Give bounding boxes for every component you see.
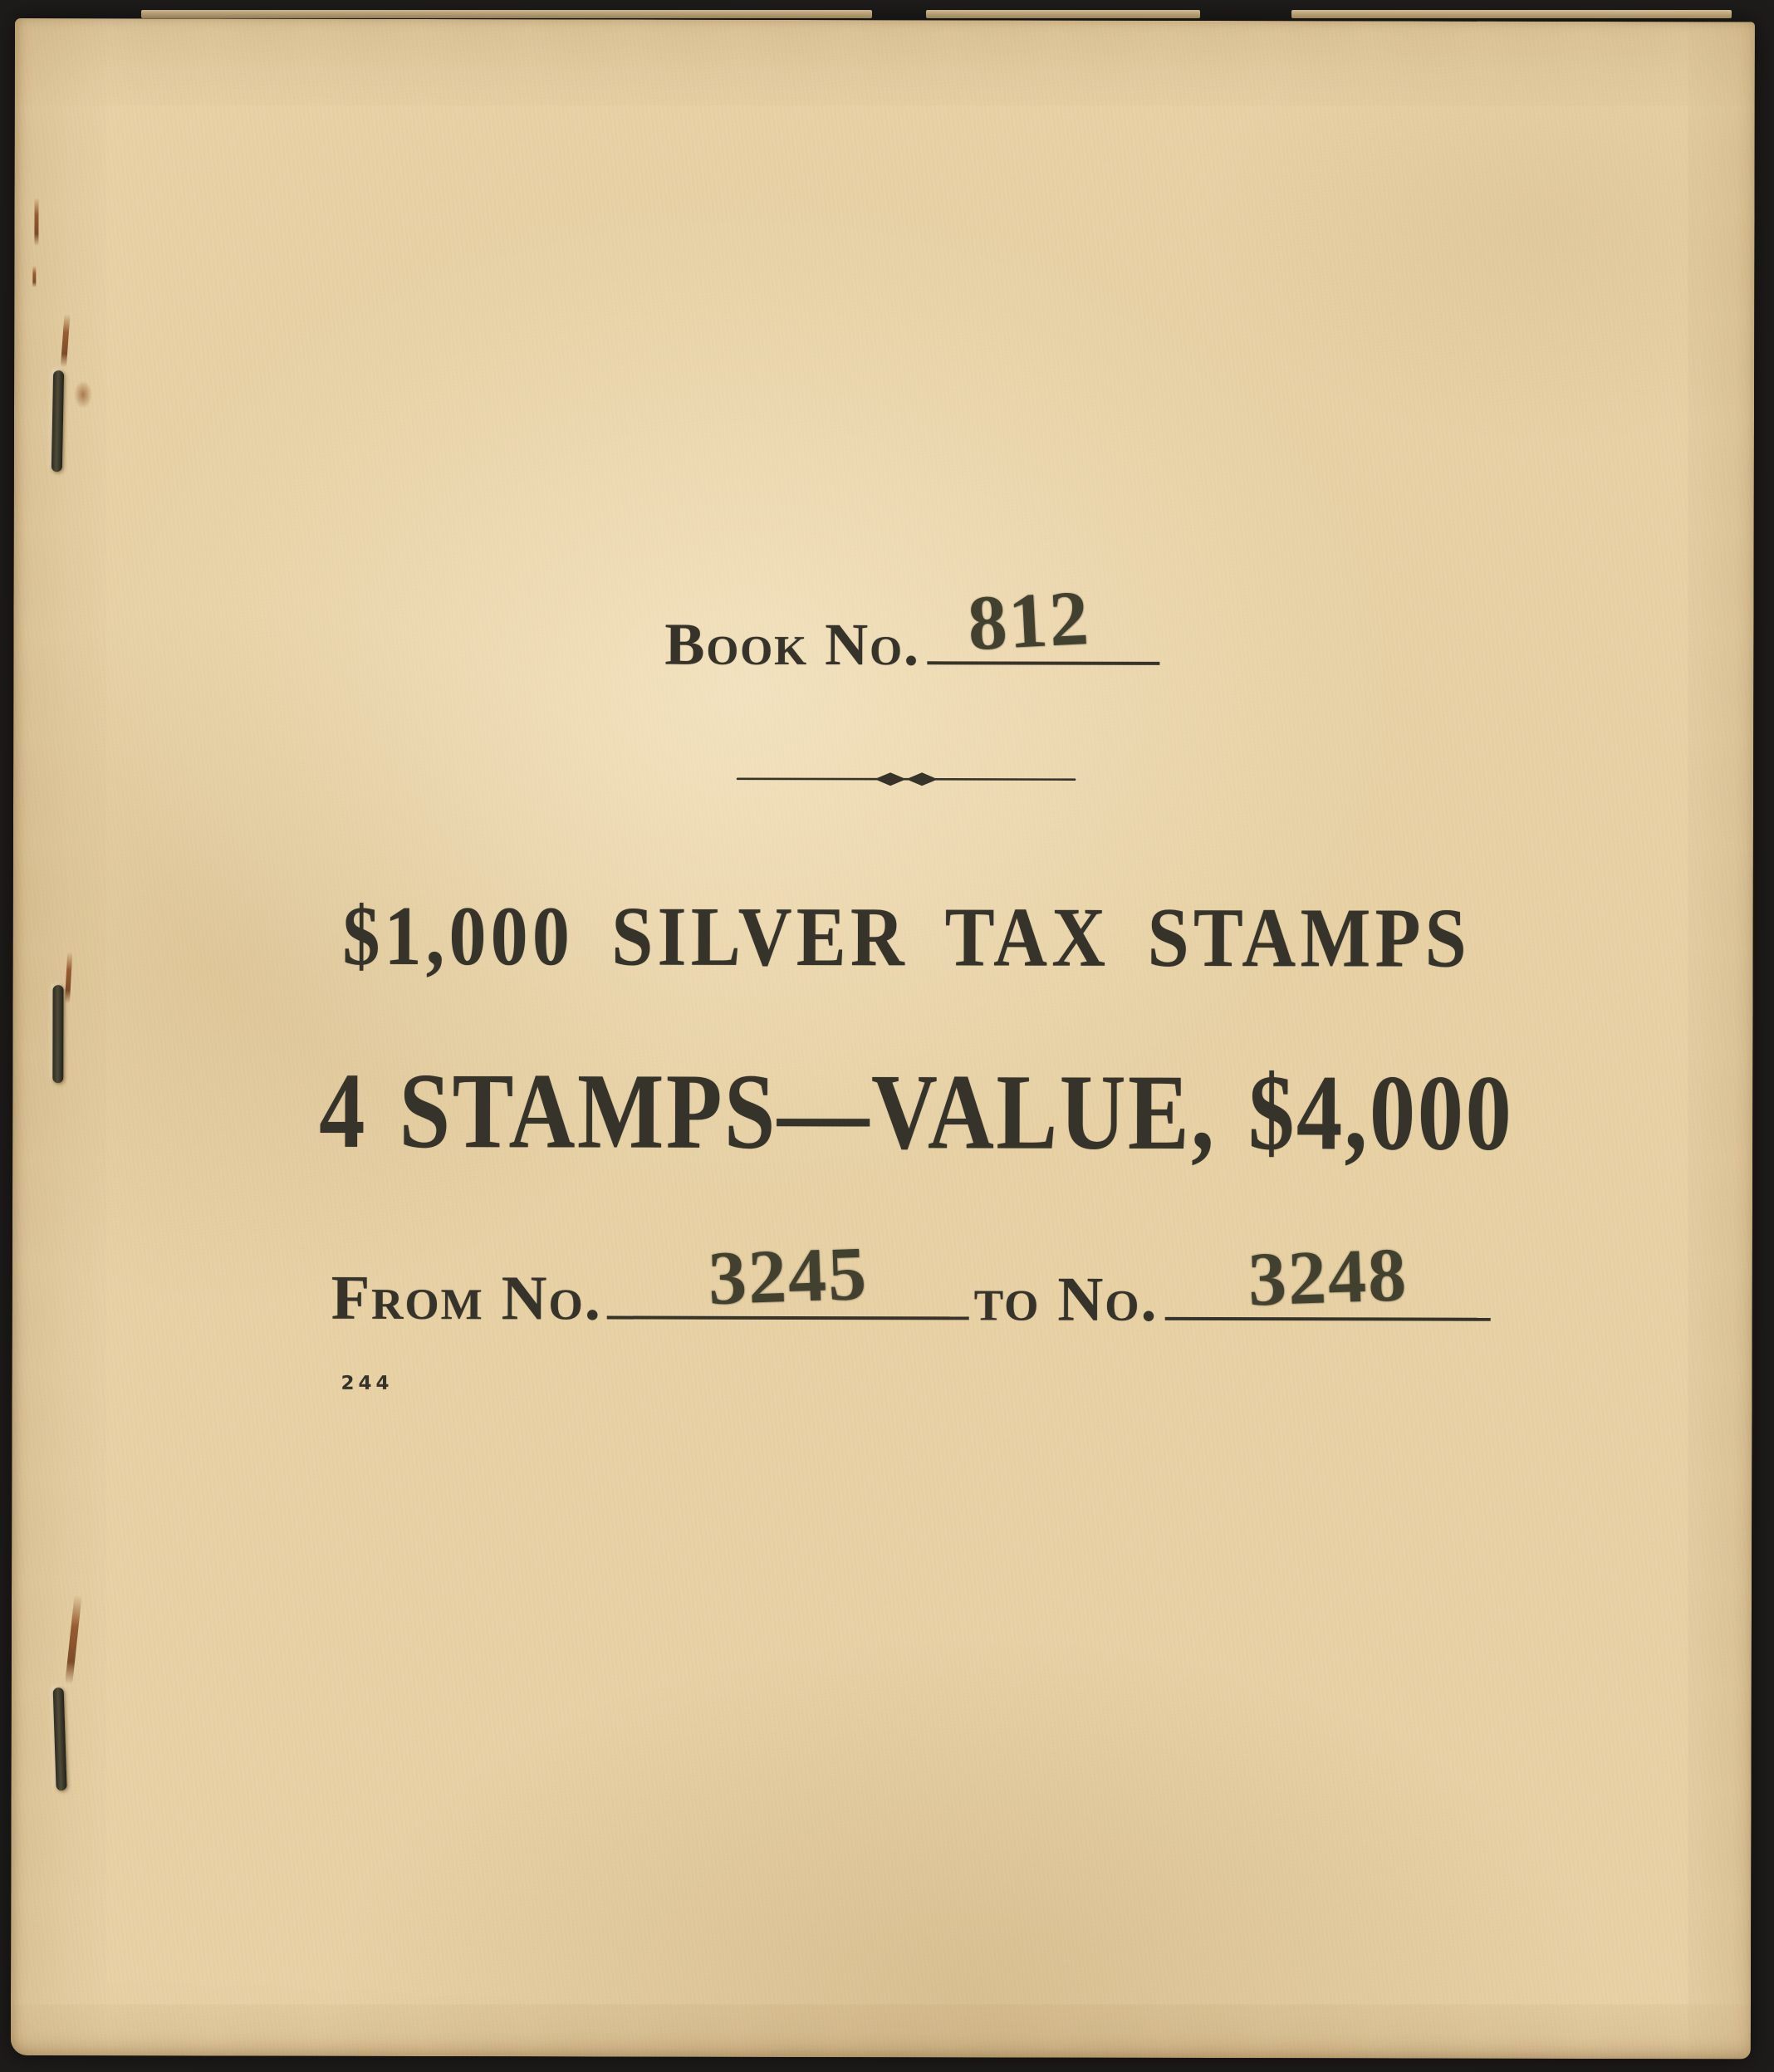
- divider-ornament: [736, 769, 1076, 790]
- inner-pages-edge: [141, 10, 872, 18]
- rust-stain: [74, 380, 92, 409]
- book-number-value: 812: [965, 574, 1092, 668]
- staple: [52, 985, 63, 1083]
- to-number-value: 3248: [1247, 1232, 1409, 1322]
- inner-pages-edge: [926, 10, 1200, 18]
- booklet-cover-page: [11, 18, 1755, 2059]
- to-number-label: to No.: [973, 1264, 1159, 1335]
- rust-stain: [65, 1594, 81, 1684]
- book-number-label: Book No.: [664, 610, 921, 678]
- staple: [51, 370, 64, 472]
- to-number-underline: [1165, 1232, 1491, 1322]
- staple: [53, 1687, 67, 1790]
- book-number-line: [664, 574, 1159, 678]
- book-number-underline: [927, 574, 1159, 668]
- rust-stain: [32, 266, 36, 287]
- inner-pages-edge: [1291, 10, 1732, 18]
- rust-stain: [65, 952, 72, 1003]
- divider-ornament-icon: [736, 769, 1076, 790]
- form-number: 244: [341, 1372, 394, 1394]
- title-count-value: 4 STAMPS—VALUE, $4,000: [319, 1051, 1514, 1173]
- title-denomination: $1,000 SILVER TAX STAMPS: [342, 889, 1471, 986]
- from-number-label: From No.: [331, 1262, 602, 1334]
- rust-stain: [34, 198, 38, 246]
- rust-stain: [61, 314, 71, 367]
- from-number-value: 3245: [707, 1230, 870, 1321]
- serial-range-line: [331, 1230, 1491, 1335]
- from-number-underline: [607, 1230, 969, 1321]
